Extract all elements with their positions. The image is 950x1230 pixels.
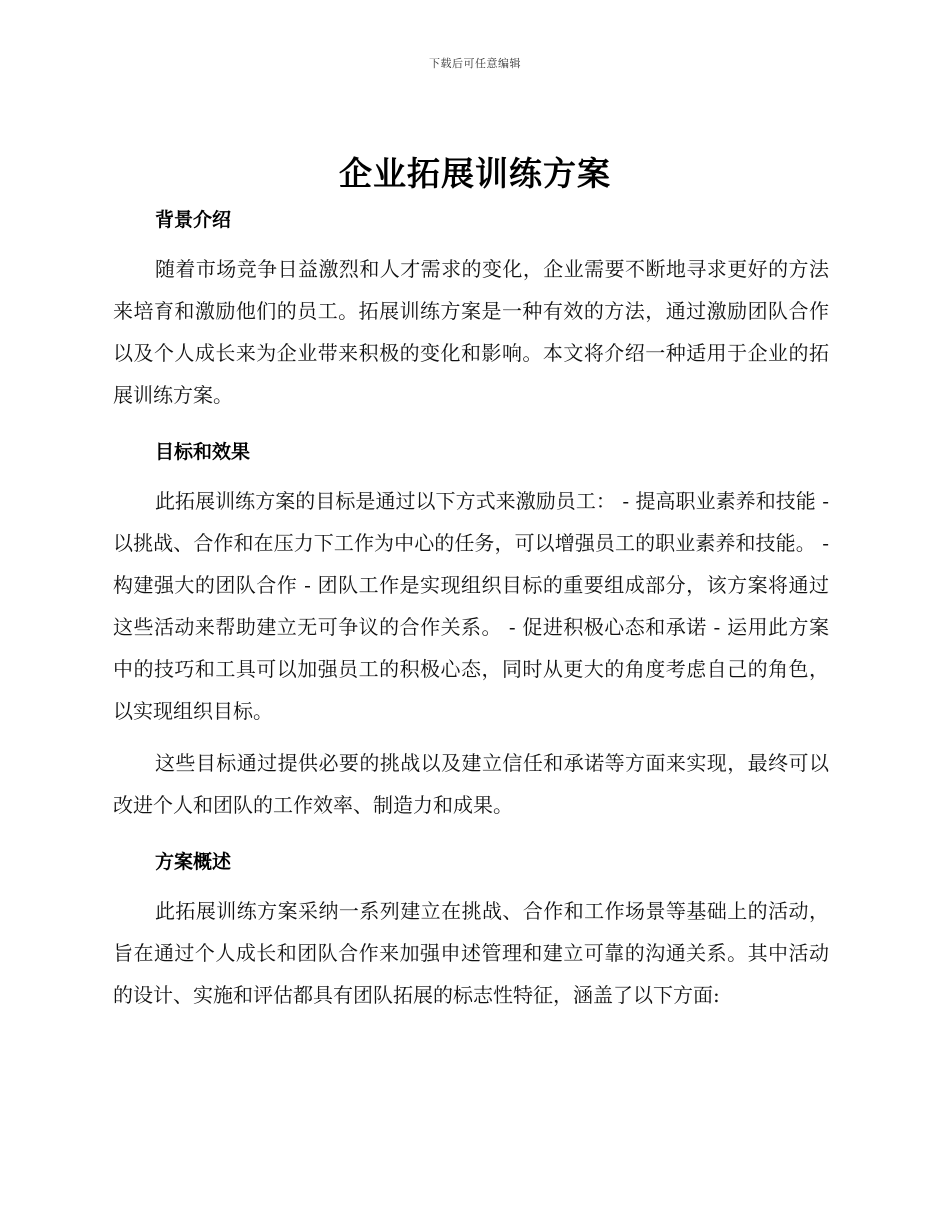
section-heading-background: 背景介绍 — [155, 209, 232, 231]
section-heading-overview: 方案概述 — [155, 851, 232, 873]
paragraph-overview: 此拓展训练方案采纳一系列建立在挑战、合作和工作场景等基础上的活动，旨在通过个人成长和团队合作来加强申述管理和建立可靠的沟通关系。其中活动的设计、实施和评估都具有团队拓展的标志性特征，涵盖了以下方面: — [113, 899, 829, 1007]
document-title: 企业拓展训练方案 — [339, 154, 611, 193]
section-heading-goals: 目标和效果 — [155, 441, 251, 463]
paragraph-goals-2: 这些目标通过提供必要的挑战以及建立信任和承诺等方面来实现，最终可以改进个人和团队的工作效率、制造力和成果。 — [113, 751, 829, 817]
paragraph-goals-1: 此拓展训练方案的目标是通过以下方式来激励员工： - 提高职业素养和技能 - 以挑战、合作和在压力下工作为中心的任务，可以增强员工的职业素养和技能。 - 构建强大的团队合作 - 团队工作是实现组织目标的重要组成部分，该方案将通过这些活动来帮助建立无可争议的合作关系。 - 促进积极心态和承诺 - 运用此方案中的技巧和工具可以加强员工的积极心态，同时从更大的角度考虑自己的角色，以实现组织目标。 — [113, 489, 829, 723]
paragraph-background: 随着市场竞争日益激烈和人才需求的变化，企业需要不断地寻求更好的方法来培育和激励他们的员工。拓展训练方案是一种有效的方法，通过激励团队合作以及个人成长来为企业带来积极的变化和影响。本文将介绍一种适用于企业的拓展训练方案。 — [113, 257, 829, 407]
header-note: 下载后可任意编辑 — [429, 57, 521, 70]
document-body — [113, 202, 829, 1016]
